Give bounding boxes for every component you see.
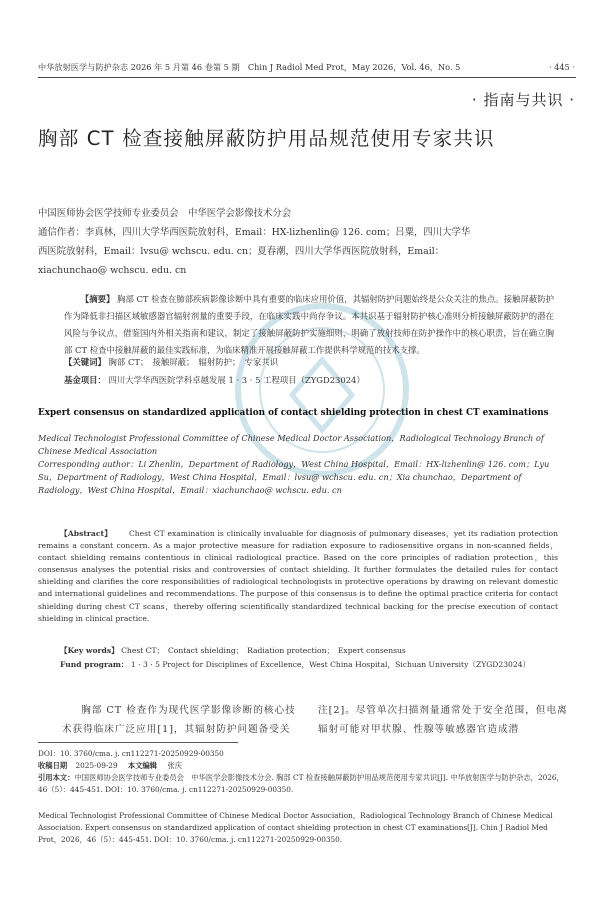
page-number: · 445 · (548, 62, 575, 72)
keywords-cn (64, 356, 278, 368)
article-title: 胸部 CT 检查接触屏蔽防护用品规范使用专家共识 (38, 127, 495, 150)
abstract-text: 胸部 CT 检查在肺部疾病影像诊断中具有重要的临床应用价值，其辐射防护问题始终是公众关注的焦点。接触屏蔽防护作为降低非扫描区域敏感器官辐射剂量的重要手段，在临床实践中尚存争议。本共识基于辐射防护核心准则分析接触屏蔽防护的潜在风险与争议点，借鉴国内外相关指南和建议，制定了接触屏蔽防护实施细则，明确了放射技师在防护操作中的核心职责，旨在确立胸部 CT 检查中接触屏蔽的最佳实践标准，为临床精准开展接触屏蔽工作提供科学规范的技术支撑。 (64, 294, 554, 355)
english-abstract (38, 528, 558, 625)
received-line (38, 760, 568, 772)
body-column-left: 胸部 CT 检查作为现代医学影像诊断的核心技术获得临床广泛应用[1]，其辐射防护问题备受关 (62, 705, 296, 735)
committee-names: 中国医师协会医学技师专业委员会 中华医学会影像技术分会 (38, 208, 292, 219)
editor-name: 张庆 (167, 761, 183, 770)
keywords-label: 【关键词】 (64, 357, 106, 367)
fund-cn (64, 374, 365, 386)
english-title: Expert consensus on standardized application of contact shielding protection in chest CT examinations (38, 408, 549, 418)
authors-block (38, 204, 478, 280)
citation-cn-label: 引用本文： (38, 773, 75, 782)
english-fund-text: 1 · 3 · 5 Project for Disciplines of Excellence，West China Hospital，Sichuan University（ZYGD23024） (130, 660, 531, 669)
citation-cn-text: 中国医师协会医学技师专业委员会 中华医学会影像技术分会. 胸部 CT 检查接触屏蔽防护用品规范使用专家共识[J]. 中华放射医学与防护杂志，2026，46（5）：445-451. DOI：10. 3760/cma. j. cn112271-20250929-00350. (38, 773, 564, 794)
english-fund-label: Fund program： (60, 660, 129, 669)
english-keywords-text: Chest CT； Contact shielding； Radiation protection； Expert consensus (121, 646, 406, 655)
english-keywords-label: 【Key words】 (60, 646, 119, 655)
section-label: · 指南与共识 · (471, 91, 575, 109)
corresponding-authors: 通信作者：李真林，四川大学华西医院放射科，Email：HX-lizhenlin@ 126. com；吕粟，四川大学华西医院放射科，Email：lvsu@ wchscu. edu. cn；夏春潮，四川大学华西医院放射科，Email：xiachunchao@ wchscu. edu. cn (38, 227, 471, 276)
citation-cn (38, 772, 568, 796)
english-abstract-label: 【Abstract】 (60, 529, 113, 538)
english-committees: Medical Technologist Professional Committee of Chinese Medical Doctor Association，Radiological Technology Branch of Chinese Medical Association (38, 433, 544, 456)
doi-line: DOI：10. 3760/cma. j. cn112271-20250929-00350 (38, 749, 224, 758)
editor-label: 本文编辑 (127, 761, 158, 770)
english-abstract-text: Chest CT examination is clinically invaluable for diagnosis of pulmonary diseases，yet its radiation protection remains a constant concern. As a major protective measure for radiation exposure to radiosensitive organs in non-scanned fields，contact shielding remains contentious in clinical radiological practice. Based on the core principles of radiation protection，this consensus analyses the potential risks and controversies of contact shielding. It further formulates the detailed rules for contact shielding and clarifies the core responsibilities of radiological technologists in protective operations by drawing on relevant domestic and international guidelines and recommendations. The purpose of this consensus is to define the optimal practice criteria for contact shielding during chest CT scans，thereby offering scientifically standardized technical backing for the precise execution of contact shielding in clinical practice. (38, 529, 559, 623)
journal-header: 中华放射医学与防护杂志 2026 年 5 月第 46 卷第 5 期 Chin J Radiol Med Prot，May 2026，Vol. 46，No. 5 (38, 62, 461, 72)
english-authors (38, 432, 558, 497)
abstract-cn (64, 291, 554, 359)
fund-label: 基金项目： (64, 375, 106, 385)
body-column-right: 注[2]。尽管单次扫描剂量通常处于安全范围，但电离辐射可能对甲状腺、性腺等敏感器官造成潜 (318, 705, 568, 735)
received-date: 2025-09-29 (75, 761, 118, 770)
english-fund (38, 659, 558, 671)
citation-en: Medical Technologist Professional Committee of Chinese Medical Doctor Association，Radiological Technology Branch of Chinese Medical Association. Expert consensus on standardized application of contact shielding protection in chest CT examinations[J]. Chin J Radiol Med Prot，2026，46（5）：445-451. DOI：10. 3760/cma. j. cn112271-20250929-00350. (38, 811, 553, 844)
footnote-rule (38, 742, 238, 743)
received-label: 收稿日期 (38, 761, 68, 770)
fund-text: 四川大学华西医院学科卓越发展 1 · 3 · 5 工程项目（ZYGD23024） (108, 375, 365, 385)
header-rule (38, 77, 576, 78)
english-corresponding: Corresponding author：Li Zhenlin，Department of Radiology，West China Hospital，Email：HX-lizhenlin@ 126. com；Lyu Su，Department of Radiology，West China Hospital，Email：lvsu@ wchscu. edu. cn；Xia chunchao，Department of Radiology，West China Hospital，Email：xiachunchao@ wchscu. edu. cn (38, 459, 550, 495)
abstract-label: 【摘要】 (80, 294, 115, 304)
keywords-text: 胸部 CT； 接触屏蔽； 辐射防护； 专家共识 (108, 357, 279, 367)
english-keywords (60, 645, 406, 656)
